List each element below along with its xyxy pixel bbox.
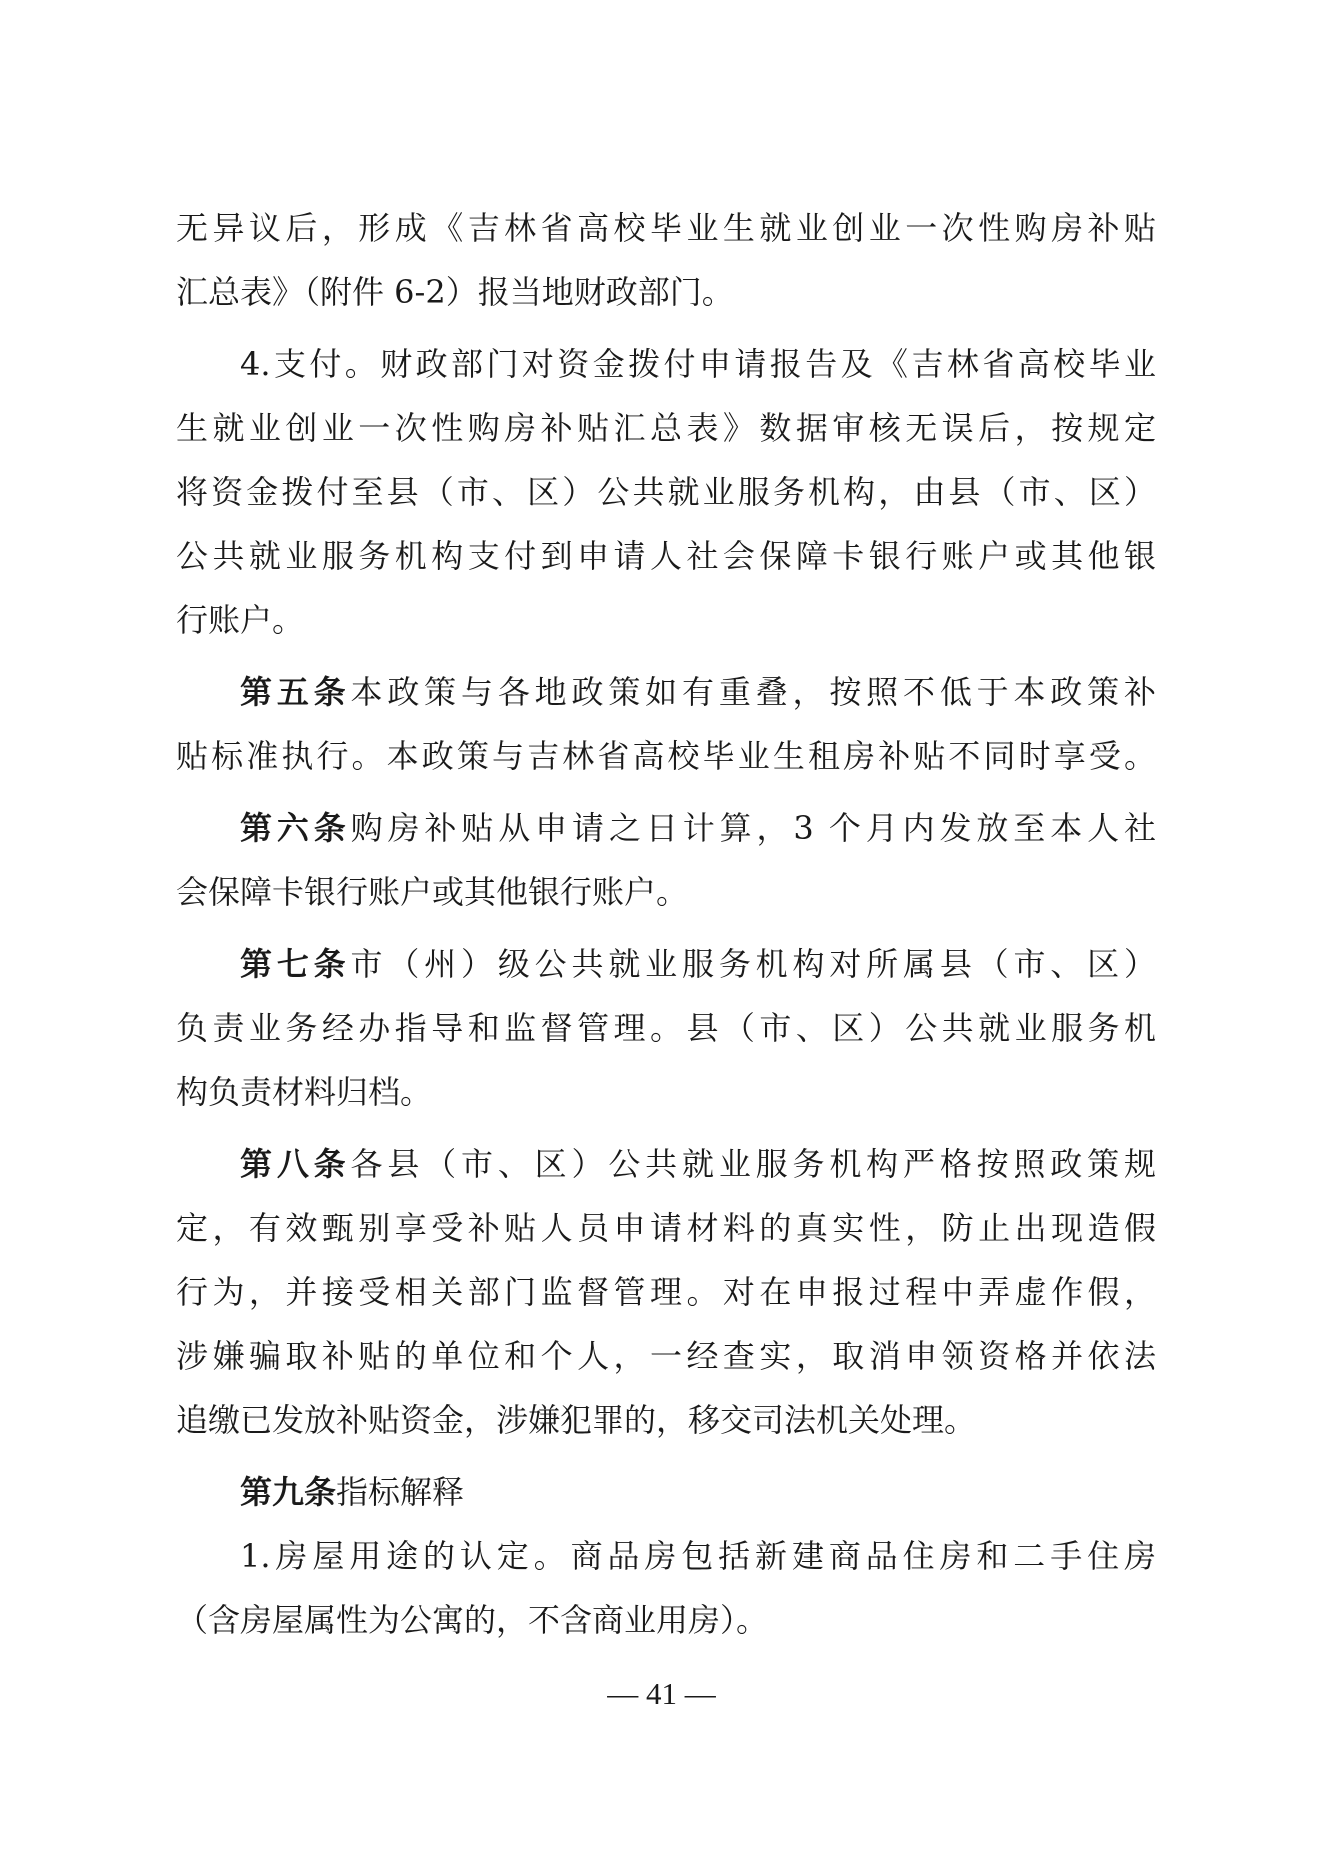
article-heading: 第八条 xyxy=(240,1145,351,1183)
article-text: 市（州）级公共就业服务机构对所属县（市、区） xyxy=(350,945,1156,983)
text-line: 贴标准执行。本政策与吉林省高校毕业生租房补贴不同时享受。 xyxy=(176,737,1156,775)
page-number: — 41 — xyxy=(607,1676,716,1711)
text-line: 将资金拨付至县（市、区）公共就业服务机构，由县（市、区） xyxy=(176,473,1156,511)
article-heading: 第五条 xyxy=(240,673,351,711)
article-5-line xyxy=(240,660,1156,724)
text-line: 追缴已发放补贴资金，涉嫌犯罪的，移交司法机关处理。 xyxy=(176,1401,977,1439)
article-heading: 第六条 xyxy=(240,809,351,847)
article-text: 本政策与各地政策如有重叠，按照不低于本政策补 xyxy=(350,673,1156,711)
text-line: 构负责材料归档。 xyxy=(176,1073,433,1111)
article-6-line xyxy=(240,796,1156,860)
article-heading: 第七条 xyxy=(240,945,351,983)
text-line: 汇总表》（附件 6-2）报当地财政部门。 xyxy=(176,273,734,311)
article-heading: 第九条 xyxy=(240,1473,337,1511)
article-9-line xyxy=(240,1460,1156,1524)
text-line: 4.支付。财政部门对资金拨付申请报告及《吉林省高校毕业 xyxy=(240,345,1156,383)
article-7-line xyxy=(240,932,1156,996)
text-line: 1.房屋用途的认定。商品房包括新建商品住房和二手住房 xyxy=(240,1537,1156,1575)
article-text: 指标解释 xyxy=(336,1473,465,1511)
article-text: 各县（市、区）公共就业服务机构严格按照政策规 xyxy=(350,1145,1156,1183)
text-line: 无异议后，形成《吉林省高校毕业生就业创业一次性购房补贴 xyxy=(176,209,1156,247)
text-line: 负责业务经办指导和监督管理。县（市、区）公共就业服务机 xyxy=(176,1009,1156,1047)
text-line: 定，有效甄别享受补贴人员申请材料的真实性，防止出现造假 xyxy=(176,1209,1156,1247)
article-text: 购房补贴从申请之日计算，3 个月内发放至本人社 xyxy=(350,809,1156,847)
text-line: （含房屋属性为公寓的，不含商业用房）。 xyxy=(176,1601,769,1639)
text-line: 生就业创业一次性购房补贴汇总表》数据审核无误后，按规定 xyxy=(176,409,1156,447)
text-line: 涉嫌骗取补贴的单位和个人，一经查实，取消申领资格并依法 xyxy=(176,1337,1156,1375)
text-line: 行账户。 xyxy=(176,601,305,639)
text-line: 公共就业服务机构支付到申请人社会保障卡银行账户或其他银 xyxy=(176,537,1156,575)
article-8-line xyxy=(240,1132,1156,1196)
text-line: 会保障卡银行账户或其他银行账户。 xyxy=(176,873,689,911)
text-line: 行为，并接受相关部门监督管理。对在申报过程中弄虚作假， xyxy=(176,1273,1156,1311)
